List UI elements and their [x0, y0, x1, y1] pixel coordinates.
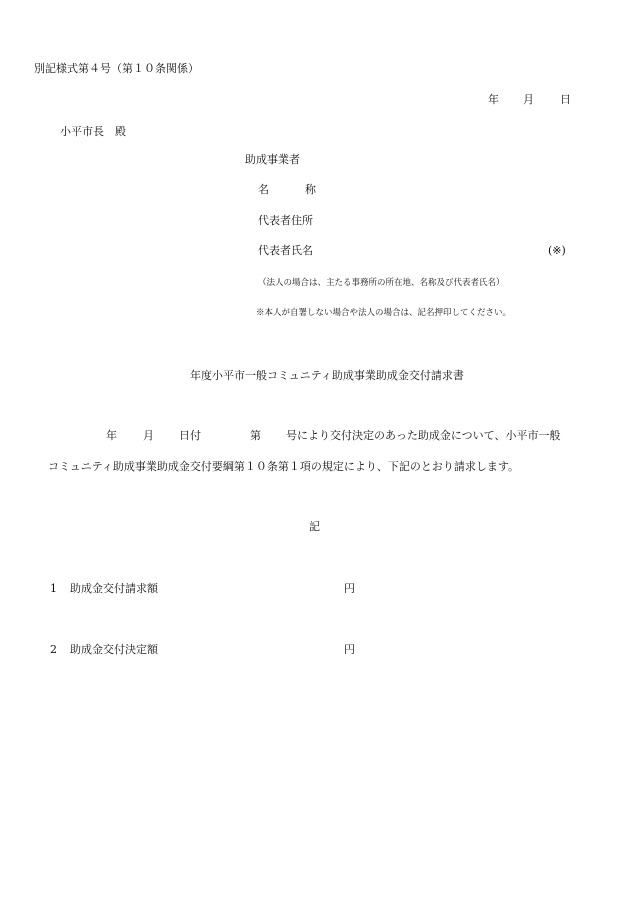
corporation-note: （法人の場合は、主たる事務所の所在地、名称及び代表者氏名） — [258, 278, 505, 288]
body-year-label: 年 — [106, 429, 117, 442]
body-date-label: 日付 — [179, 429, 201, 442]
body-number-label: 第 — [250, 429, 261, 442]
name-label-char1: 名 — [258, 183, 269, 196]
addressee: 小平市長 殿 — [60, 125, 126, 138]
signature-note: ※本人が自署しない場合や法人の場合は、記名押印してください。 — [256, 308, 512, 318]
item-number: 1 — [50, 582, 57, 595]
item-unit-yen: 円 — [344, 643, 355, 656]
signature-mark: (※) — [548, 244, 566, 257]
applicant-section-label: 助成事業者 — [245, 153, 300, 166]
date-year-label: 年 — [488, 93, 499, 106]
date-month-label: 月 — [523, 93, 534, 106]
item-number: 2 — [50, 643, 57, 656]
body-month-label: 月 — [143, 429, 154, 442]
body-line2: コミュニティ助成事業助成金交付要綱第１０条第１項の規定により、下記のとおり請求します。 — [48, 460, 520, 473]
item-unit-yen: 円 — [344, 582, 355, 595]
representative-name-label: 代表者氏名 — [258, 244, 313, 257]
representative-address-label: 代表者住所 — [258, 214, 313, 227]
body-line1-rest: 号により交付決定のあった助成金について、小平市一般 — [286, 429, 561, 442]
date-day-label: 日 — [560, 93, 571, 106]
form-label: 別記様式第４号（第１０条関係） — [34, 62, 199, 75]
name-label-char2: 称 — [305, 183, 316, 196]
document-title: 年度小平市一般コミュニティ助成事業助成金交付請求書 — [190, 369, 464, 382]
item-label-decided-amount: 助成金交付決定額 — [70, 643, 158, 656]
ki-label: 記 — [309, 520, 320, 533]
item-label-claim-amount: 助成金交付請求額 — [70, 582, 158, 595]
